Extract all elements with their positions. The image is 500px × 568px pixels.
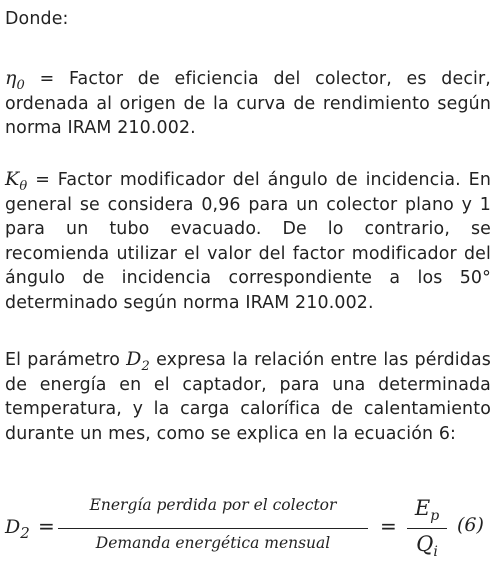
equation-equals-1: =: [38, 514, 55, 538]
parameter-paragraph: [5, 347, 491, 446]
fraction-bar: [58, 528, 368, 529]
parameter-paragraph-before: El parámetro: [5, 350, 120, 370]
short-denominator: $Q_i$: [416, 532, 438, 560]
intro-text: Donde:: [5, 9, 69, 29]
definition-eta0-text: = Factor de eficiencia del colector, es decir, ordenada al origen de la curva de rendimiento según norma IRAM 210.002.: [5, 69, 491, 139]
short-fraction-bar: [407, 528, 447, 529]
short-numerator: $E_p$: [414, 496, 440, 524]
fraction-numerator: Energía perdida por el colector: [89, 496, 337, 514]
symbol-d2: $D_2$: [126, 348, 150, 374]
symbol-ktheta: $K_\theta$: [5, 168, 28, 194]
symbol-eta0: $\eta_0$: [5, 67, 25, 93]
definition-ktheta-text: = Factor modificador del ángulo de incidencia. En general se considera 0,96 para un colector plano y 1 para un tubo evacuado. De lo contrario, se recomienda utilizar el valor del factor modificador del ángulo de incidencia correspondiente a los 50° determinado según norma IRAM 210.002.: [5, 170, 491, 313]
equation-6: [5, 492, 495, 562]
equation-number: (6): [457, 514, 484, 536]
equation-equals-2: =: [380, 514, 397, 538]
equation-lhs: $D_2$: [5, 516, 30, 542]
parameter-paragraph-after: expresa la relación entre las pérdidas de energía en el captador, para una determinada temperatura, y la carga calorífica de calentamiento durante un mes, como se explica en la ecuación 6:: [5, 350, 491, 444]
definition-eta0: [5, 66, 491, 141]
fraction-denominator: Demanda energética mensual: [95, 534, 331, 552]
definition-ktheta: [5, 167, 491, 316]
